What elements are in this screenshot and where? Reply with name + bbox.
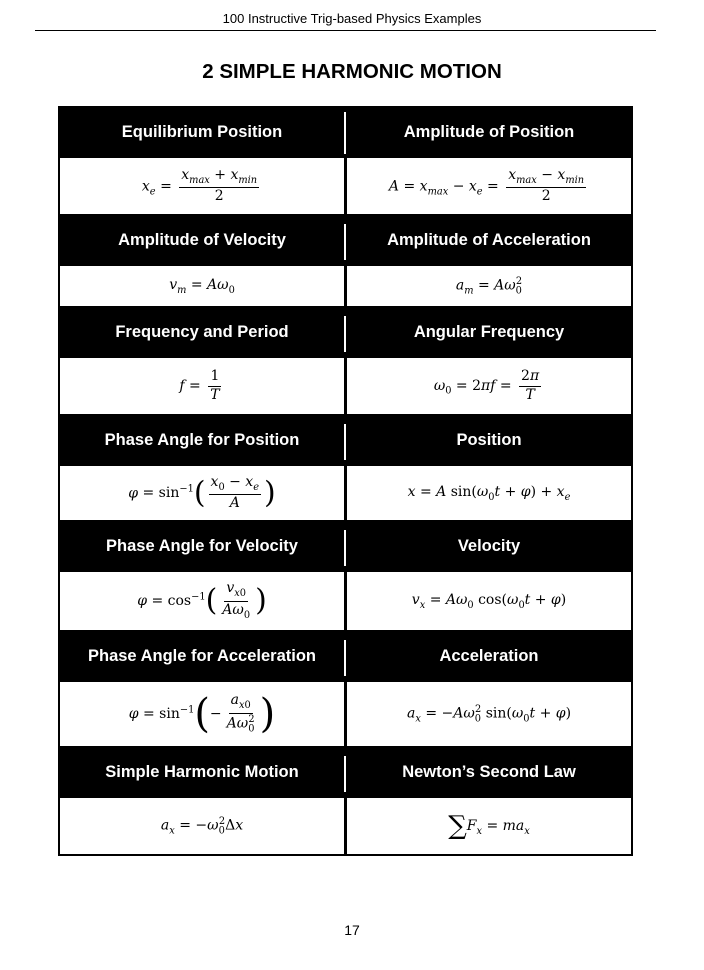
heading-simple-harmonic-motion: Simple Harmonic Motion bbox=[60, 748, 344, 796]
formula-frequency-and-period: f = $\frac{1}{T}$ bbox=[60, 358, 344, 414]
heading-frequency-and-period: Frequency and Period bbox=[60, 308, 344, 356]
column-divider bbox=[344, 756, 346, 792]
formula-amplitude-of-acceleration: $a_m = A\omega_0^2$ bbox=[347, 266, 631, 306]
formula-phase-angle-for-velocity: $\varphi = \cos^{-1}$( $\frac{v_{x0}}{A\omega_0}$ ) bbox=[60, 572, 344, 630]
column-divider bbox=[344, 316, 346, 352]
heading-phase-angle-for-velocity: Phase Angle for Velocity bbox=[60, 522, 344, 570]
formula-phase-angle-for-acceleration: $\varphi = \sin^{-1}(-$ $\frac{a_{x0}}{A\omega_0^2}$ ) bbox=[60, 682, 344, 746]
heading-acceleration: Acceleration bbox=[347, 632, 631, 680]
formula-velocity: $v_x = A\omega_0$ $\cos(\omega_0t + \varphi)$ bbox=[347, 572, 631, 630]
formula-position: x = A $\sin(\omega_0t + \varphi) + x_e$ bbox=[347, 466, 631, 520]
page-title: 2 SIMPLE HARMONIC MOTION bbox=[202, 60, 502, 83]
heading-phase-angle-for-position: Phase Angle for Position bbox=[60, 416, 344, 464]
running-header: 100 Instructive Trig-based Physics Examples bbox=[222, 11, 482, 26]
formula-table bbox=[58, 106, 633, 856]
formula-phase-angle-for-position: $\varphi = \sin^{-1}$( $\frac{x_0 - x_e}{A}$ ) bbox=[60, 466, 344, 520]
heading-angular-frequency: Angular Frequency bbox=[347, 308, 631, 356]
formula-equilibrium-position: $x_e$ = $\frac{x_{max} + x_{min}}{2}$ bbox=[60, 158, 344, 214]
column-divider bbox=[344, 530, 346, 566]
formula-amplitude-of-position: $A = x_{max} - x_e$ = $\frac{x_{max} - x_{min}}{2}$ bbox=[347, 158, 631, 214]
header-rule bbox=[35, 30, 656, 31]
heading-amplitude-of-position: Amplitude of Position bbox=[347, 108, 631, 156]
formula-simple-harmonic-motion: $a_x = -\omega_0^2\Delta x$ bbox=[60, 798, 344, 854]
column-divider bbox=[344, 640, 346, 676]
heading-position: Position bbox=[347, 416, 631, 464]
page-number: 17 bbox=[344, 922, 360, 938]
formula-amplitude-of-velocity: $v_m = A\omega_0$ bbox=[60, 266, 344, 306]
formula-newtons-second-law: $\sum F_x = ma_x$ bbox=[347, 798, 631, 854]
heading-equilibrium-position: Equilibrium Position bbox=[60, 108, 344, 156]
heading-phase-angle-for-acceleration: Phase Angle for Acceleration bbox=[60, 632, 344, 680]
formula-acceleration: $a_x = -A\omega_0^2$ $\sin(\omega_0t + \varphi)$ bbox=[347, 682, 631, 746]
formula-angular-frequency: $\omega_0 = 2\pi f$ = $\frac{2\pi}{T}$ bbox=[347, 358, 631, 414]
column-divider bbox=[344, 424, 346, 460]
column-divider bbox=[344, 112, 346, 154]
heading-amplitude-of-acceleration: Amplitude of Acceleration bbox=[347, 216, 631, 264]
heading-amplitude-of-velocity: Amplitude of Velocity bbox=[60, 216, 344, 264]
column-divider bbox=[344, 224, 346, 260]
heading-velocity: Velocity bbox=[347, 522, 631, 570]
heading-newtons-second-law: Newton’s Second Law bbox=[347, 748, 631, 796]
